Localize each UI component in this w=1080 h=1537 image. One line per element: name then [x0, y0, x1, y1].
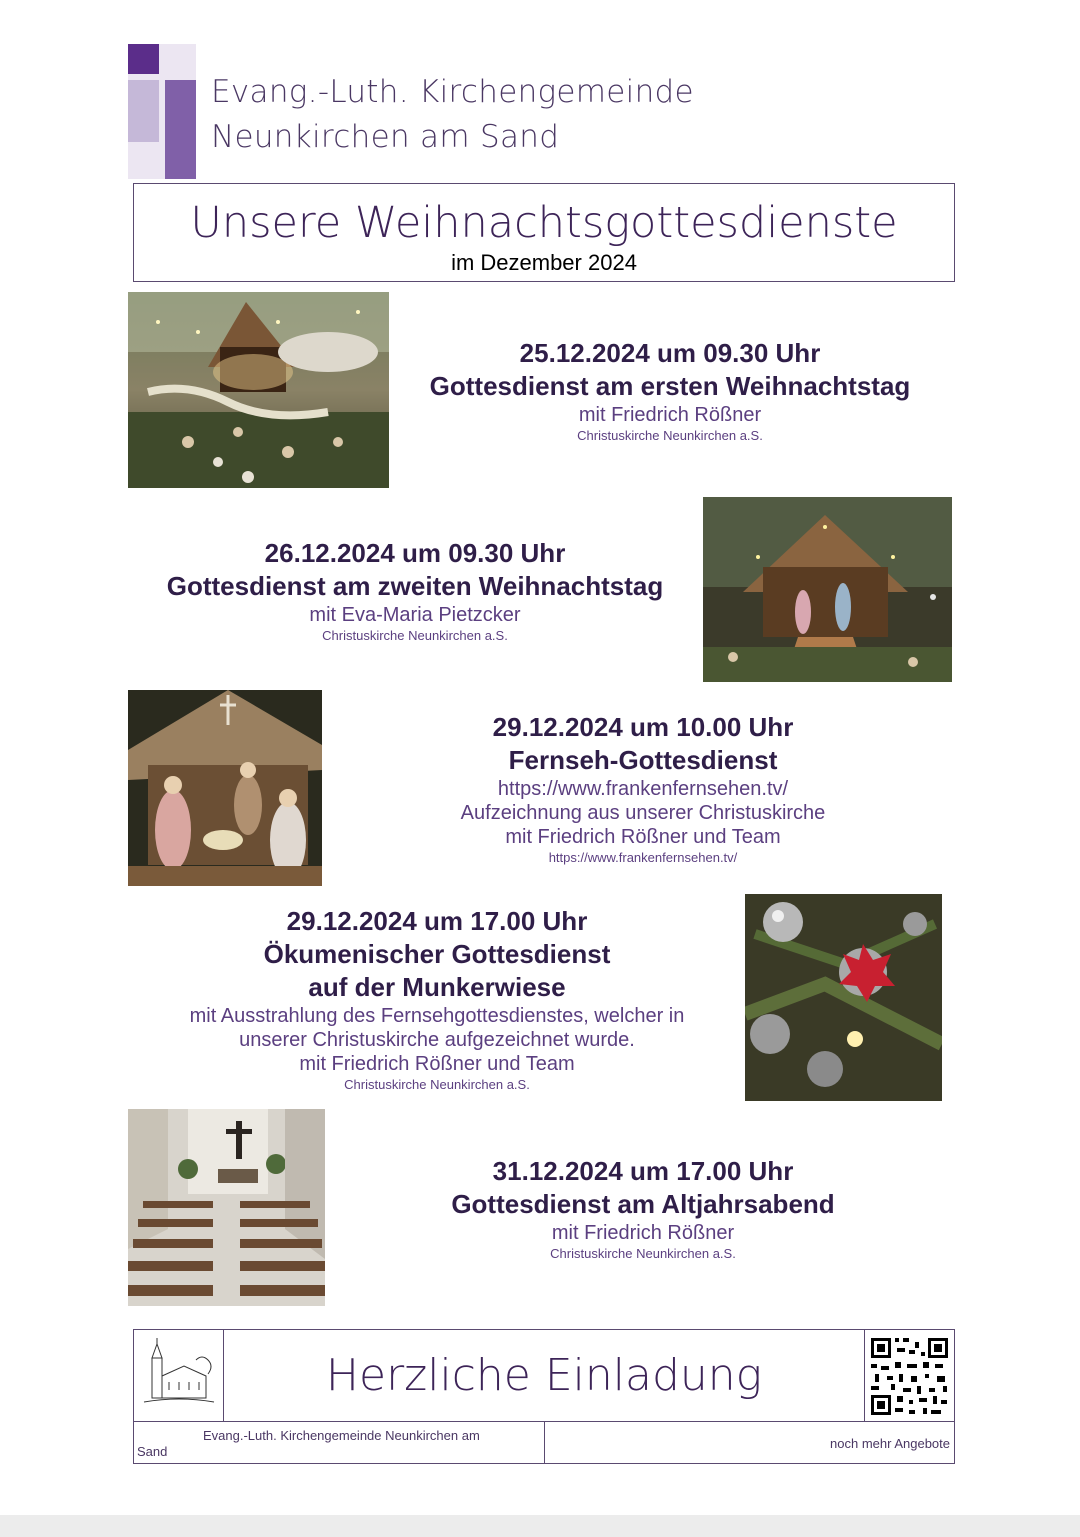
qr-code[interactable]	[864, 1330, 954, 1421]
page-subtitle: im Dezember 2024	[451, 250, 637, 275]
event-link[interactable]: https://www.frankenfernsehen.tv/	[497, 778, 789, 800]
event-detail: unserer Christuskirche aufgezeichnet wurde.	[239, 1029, 635, 1051]
event-date: 25.12.2024 um 09.30 Uhr	[519, 338, 821, 368]
invite-heading: Herzliche Einladung	[325, 1350, 763, 1401]
event-date: 29.12.2024 um 17.00 Uhr	[286, 906, 588, 936]
event-detail: mit Friedrich Rößner und Team	[505, 826, 781, 848]
footer-org-line1: Evang.-Luth. Kirchengemeinde Neunkirchen am	[203, 1428, 480, 1443]
event-location: Christuskirche Neunkirchen a.S.	[322, 628, 508, 643]
footer	[133, 1329, 955, 1464]
event-location: Christuskirche Neunkirchen a.S.	[344, 1077, 530, 1092]
logo-square-dark	[128, 44, 159, 74]
event-2	[130, 537, 700, 644]
christmas-tree-ornaments-photo	[745, 894, 942, 1101]
bottom-strip	[0, 1515, 1080, 1537]
event-date: 26.12.2024 um 09.30 Uhr	[264, 538, 566, 568]
event-location: Christuskirche Neunkirchen a.S.	[550, 1246, 736, 1261]
event-date: 29.12.2024 um 10.00 Uhr	[492, 712, 794, 742]
logo-square-light	[128, 80, 159, 142]
footer-org-cell	[134, 1422, 545, 1464]
church-drawing	[134, 1330, 224, 1421]
event-5	[400, 1155, 886, 1262]
event-detail: mit Friedrich Rößner	[578, 404, 762, 426]
nativity-scene-photo	[128, 292, 389, 488]
event-detail: mit Friedrich Rößner und Team	[299, 1053, 575, 1075]
logo-bar	[165, 80, 196, 179]
footer-org	[137, 1428, 517, 1460]
event-title-line2: auf der Munkerwiese	[308, 972, 566, 1002]
event-1	[390, 337, 950, 444]
page-title: Unsere Weihnachtsgottesdienste	[190, 198, 898, 248]
more-offers-link[interactable]: noch mehr Angebote	[830, 1436, 950, 1451]
org-name	[211, 70, 694, 160]
event-location[interactable]: https://www.frankenfernsehen.tv/	[548, 850, 738, 865]
footer-org-line2: Sand	[137, 1444, 168, 1459]
event-title: Gottesdienst am Altjahrsabend	[451, 1189, 835, 1219]
title-box	[133, 183, 955, 282]
event-title-line1: Ökumenischer Gottesdienst	[263, 939, 611, 969]
event-date: 31.12.2024 um 17.00 Uhr	[492, 1156, 794, 1186]
event-4	[140, 905, 734, 1093]
event-detail: mit Ausstrahlung des Fernsehgottesdienstes, welcher in	[189, 1005, 685, 1027]
church-interior-photo	[128, 1109, 325, 1306]
footer-top-row	[134, 1330, 954, 1422]
event-location: Christuskirche Neunkirchen a.S.	[577, 428, 763, 443]
nativity-figures-photo	[128, 690, 322, 886]
event-title: Gottesdienst am zweiten Weihnachtstag	[166, 571, 664, 601]
event-title: Fernseh-Gottesdienst	[508, 745, 778, 775]
org-name-line1: Evang.-Luth. Kirchengemeinde	[211, 74, 694, 110]
event-detail: mit Eva-Maria Pietzcker	[309, 604, 521, 626]
nativity-stable-photo	[703, 497, 952, 682]
event-3	[400, 711, 886, 866]
org-name-line2: Neunkirchen am Sand	[211, 119, 560, 155]
event-title: Gottesdienst am ersten Weihnachtstag	[429, 371, 911, 401]
event-detail: Aufzeichnung aus unserer Christuskirche	[460, 802, 826, 824]
event-detail: mit Friedrich Rößner	[551, 1222, 735, 1244]
